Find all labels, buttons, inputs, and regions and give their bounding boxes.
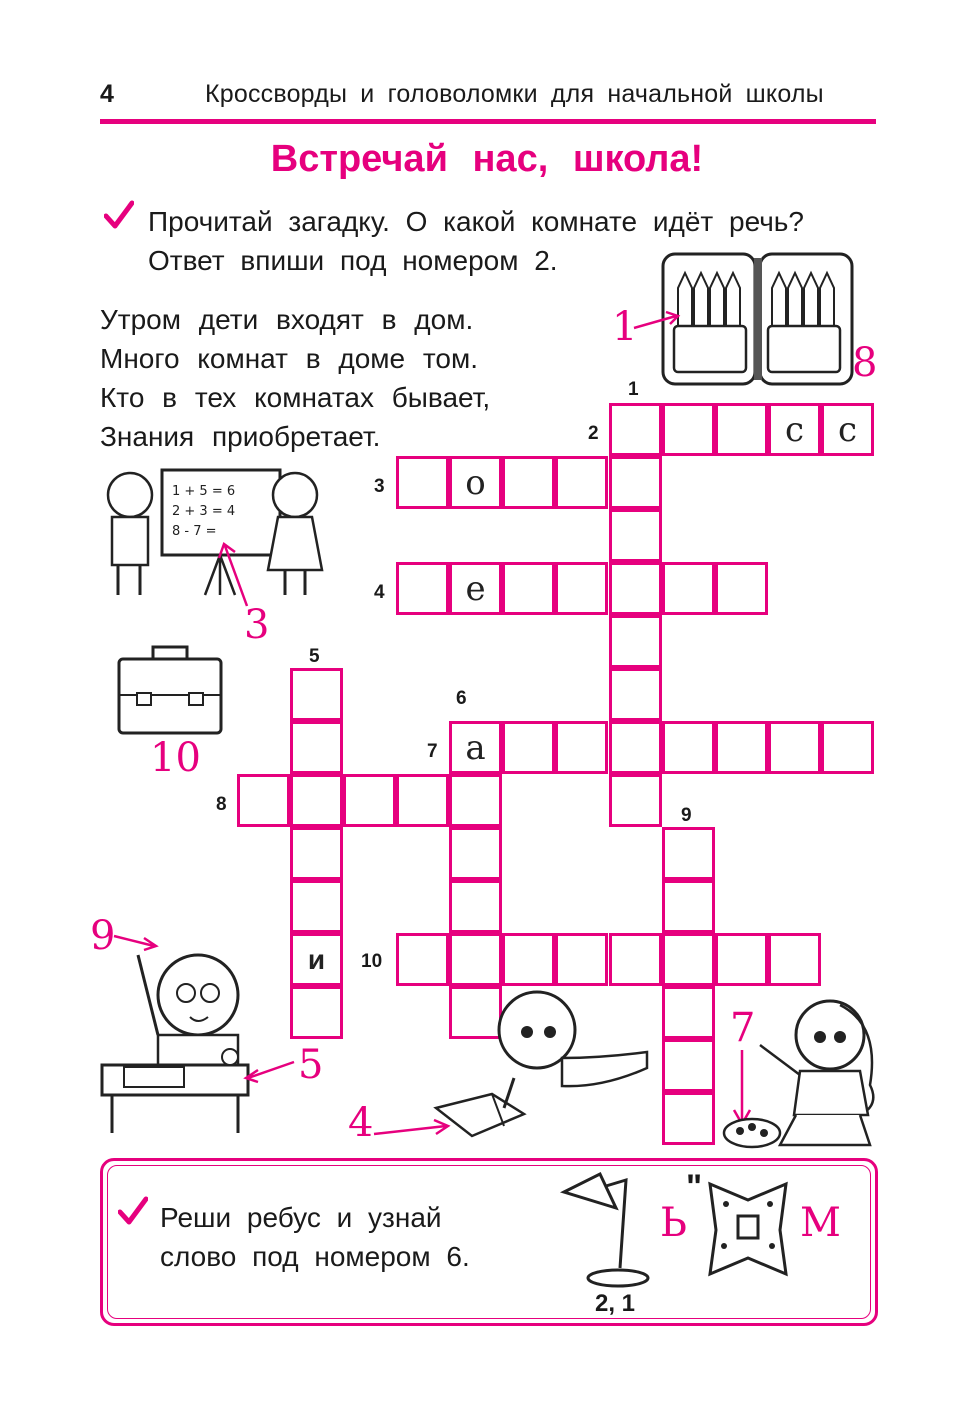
crossword-cell[interactable] bbox=[290, 774, 343, 827]
crossword-cell[interactable] bbox=[662, 827, 715, 880]
crossword-cell[interactable]: а bbox=[449, 721, 502, 774]
arrow-icon bbox=[240, 1058, 296, 1084]
crossword-cell[interactable] bbox=[290, 827, 343, 880]
arrow-icon bbox=[372, 1116, 452, 1140]
picture-label-1: 1 bbox=[612, 304, 638, 350]
clue-number: 4 bbox=[374, 582, 385, 603]
clue-number: 7 bbox=[427, 741, 438, 762]
crossword-cell[interactable]: и bbox=[290, 933, 343, 986]
crossword-cell[interactable] bbox=[715, 562, 768, 615]
crossword-cell[interactable] bbox=[662, 1092, 715, 1145]
poem-line: Кто в тех комнатах бывает, bbox=[100, 382, 491, 413]
poem-line: Утром дети входят в дом. bbox=[100, 304, 474, 335]
clue-number: 3 bbox=[374, 476, 385, 497]
rebus-letter: М bbox=[800, 1200, 841, 1246]
crossword-cell[interactable] bbox=[396, 456, 449, 509]
page-number: 4 bbox=[100, 80, 114, 108]
clue-number: 6 bbox=[456, 688, 467, 709]
boy-at-desk-icon bbox=[98, 935, 258, 1135]
crossword-cell[interactable]: о bbox=[449, 456, 502, 509]
picture-label-5: 5 bbox=[298, 1042, 324, 1088]
clue-number: 1 bbox=[628, 379, 639, 400]
crossword-cell[interactable] bbox=[662, 986, 715, 1039]
crossword-cell[interactable] bbox=[502, 456, 555, 509]
page-title: Встречай нас, школа! bbox=[270, 138, 704, 180]
running-header: Кроссворды и головоломки для начальной школы bbox=[205, 80, 824, 108]
picture-label-9: 9 bbox=[90, 913, 116, 959]
header-rule bbox=[100, 119, 876, 124]
crossword-cell[interactable] bbox=[555, 456, 608, 509]
check-icon bbox=[104, 200, 134, 230]
clue-number: 8 bbox=[216, 794, 227, 815]
girl-reading-icon bbox=[432, 988, 657, 1143]
svg-text:1 + 5 = 6: 1 + 5 = 6 bbox=[172, 484, 236, 499]
crossword-cell[interactable] bbox=[609, 562, 662, 615]
crossword-cell[interactable] bbox=[715, 933, 768, 986]
clue-number: 5 bbox=[309, 646, 320, 667]
crossword-cell[interactable]: с bbox=[821, 403, 874, 456]
desk-lamp-icon bbox=[560, 1172, 660, 1290]
picture-label-4: 4 bbox=[348, 1100, 374, 1146]
crossword-cell[interactable] bbox=[396, 562, 449, 615]
clue-number: 9 bbox=[681, 805, 692, 826]
picture-label-10: 10 bbox=[150, 735, 201, 781]
crossword-cell[interactable] bbox=[715, 403, 768, 456]
crossword-cell[interactable] bbox=[662, 880, 715, 933]
crossword-cell[interactable] bbox=[449, 933, 502, 986]
crossword-cell[interactable] bbox=[662, 403, 715, 456]
crossword-cell[interactable] bbox=[343, 774, 396, 827]
crossword-cell[interactable] bbox=[396, 774, 449, 827]
task2-instruction: Реши ребус и узнай слово под номером 6. bbox=[160, 1202, 470, 1272]
crossword-cell[interactable]: е bbox=[449, 562, 502, 615]
crossword-cell[interactable] bbox=[768, 721, 821, 774]
crossword-cell[interactable] bbox=[821, 721, 874, 774]
crossword-cell[interactable] bbox=[502, 562, 555, 615]
crossword-cell[interactable] bbox=[237, 774, 290, 827]
crossword-cell[interactable] bbox=[449, 880, 502, 933]
crossword-cell[interactable] bbox=[662, 562, 715, 615]
crossword-cell[interactable] bbox=[290, 668, 343, 721]
crossword-cell[interactable] bbox=[662, 721, 715, 774]
clue-number: 10 bbox=[361, 951, 383, 972]
crossword-cell[interactable] bbox=[609, 456, 662, 509]
picture-label-7: 7 bbox=[730, 1005, 756, 1051]
poem-line: Знания приобретает. bbox=[100, 421, 381, 452]
crossword-cell[interactable] bbox=[715, 721, 768, 774]
pencil-case-icon bbox=[660, 248, 856, 390]
crossword-cell[interactable] bbox=[609, 721, 662, 774]
crossword-cell[interactable] bbox=[662, 933, 715, 986]
arrow-icon bbox=[215, 540, 255, 610]
crossword-cell[interactable] bbox=[502, 721, 555, 774]
crossword-cell[interactable] bbox=[449, 774, 502, 827]
crossword-cell[interactable] bbox=[609, 668, 662, 721]
rebus-letter: Ь bbox=[660, 1200, 687, 1246]
crossword-cell[interactable] bbox=[290, 986, 343, 1039]
crossword-cell[interactable] bbox=[609, 933, 662, 986]
crossword-cell[interactable] bbox=[768, 933, 821, 986]
svg-text:8 - 7 =: 8 - 7 = bbox=[172, 524, 217, 539]
girl-painting-icon bbox=[720, 995, 890, 1155]
arrow-icon bbox=[632, 306, 682, 336]
rebus-caption: 2, 1 bbox=[595, 1290, 636, 1317]
picture-label-3: 3 bbox=[244, 602, 270, 648]
crossword-cell[interactable] bbox=[555, 721, 608, 774]
briefcase-icon bbox=[115, 645, 225, 737]
riddle-poem bbox=[100, 300, 490, 456]
crossword-cell[interactable] bbox=[555, 562, 608, 615]
crossword-cell[interactable] bbox=[449, 827, 502, 880]
bow-icon bbox=[706, 1180, 790, 1278]
crossword-cell[interactable] bbox=[609, 774, 662, 827]
clue-number: 2 bbox=[588, 423, 599, 444]
svg-text:2 + 3 = 4: 2 + 3 = 4 bbox=[172, 504, 236, 519]
crossword-cell[interactable] bbox=[609, 615, 662, 668]
crossword-cell[interactable] bbox=[609, 509, 662, 562]
crossword-cell[interactable]: с bbox=[768, 403, 821, 456]
crossword-cell[interactable] bbox=[555, 933, 608, 986]
task1-instruction: Прочитай загадку. О какой комнате идёт речь? Ответ впиши под номером 2. bbox=[148, 206, 804, 276]
crossword-cell[interactable] bbox=[502, 933, 555, 986]
crossword-cell[interactable] bbox=[290, 880, 343, 933]
crossword-cell[interactable] bbox=[290, 721, 343, 774]
check-icon bbox=[118, 1196, 148, 1226]
crossword-cell[interactable] bbox=[396, 933, 449, 986]
crossword-cell[interactable] bbox=[662, 1039, 715, 1092]
crossword-cell[interactable] bbox=[609, 403, 662, 456]
poem-line: Много комнат в доме том. bbox=[100, 343, 478, 374]
picture-label-8: 8 bbox=[852, 340, 878, 386]
rebus-quote-mark: " bbox=[686, 1168, 703, 1206]
